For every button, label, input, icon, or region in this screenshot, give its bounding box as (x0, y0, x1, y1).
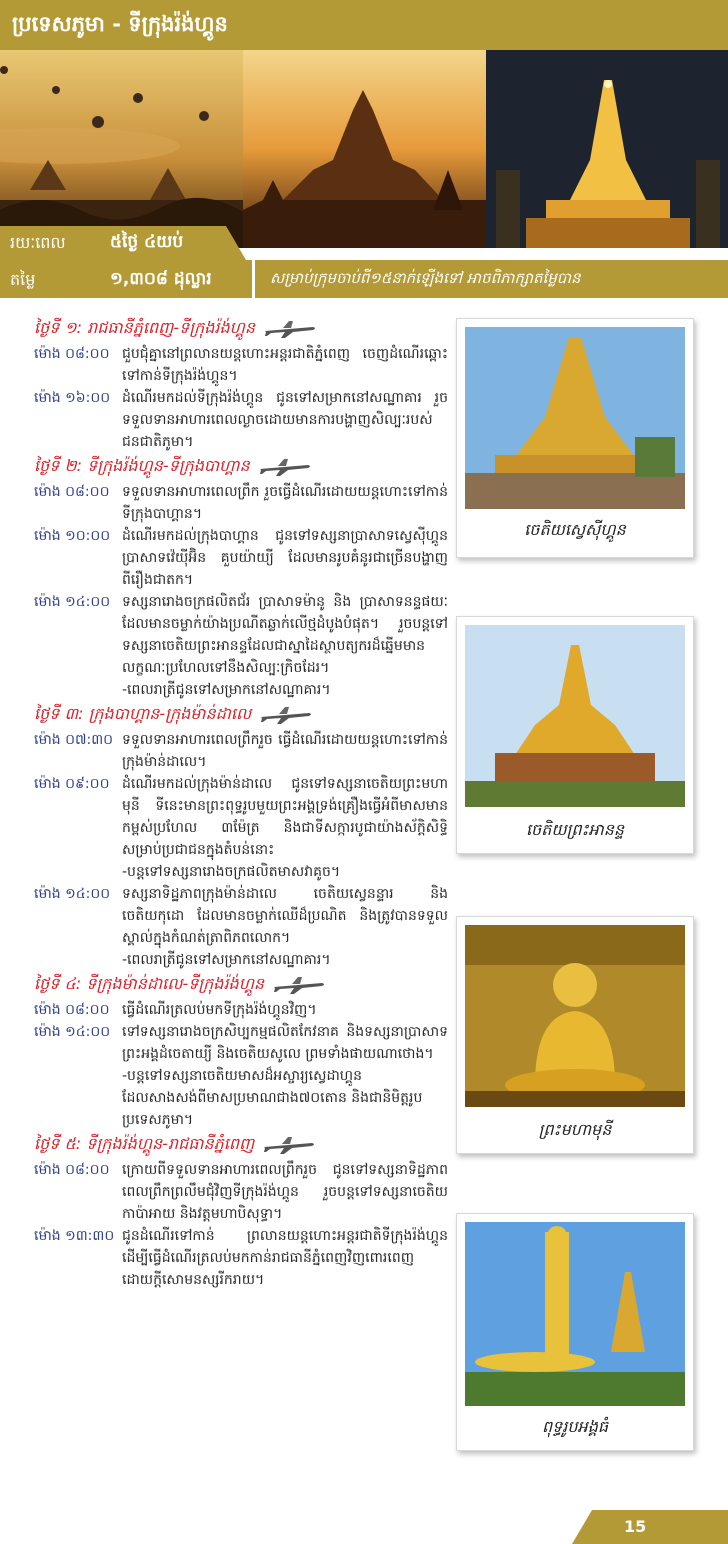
schedule-entry (34, 1021, 448, 1065)
photo-shwezigon-pagoda (465, 327, 685, 509)
entry-time: ម៉ោង ១៦:០០ (34, 390, 111, 406)
photo-card-ananda (456, 616, 694, 854)
schedule-entry (34, 591, 448, 679)
photo-ananda-temple (465, 625, 685, 807)
day-5 (34, 1131, 448, 1291)
day-2 (34, 453, 448, 701)
entry-time: ម៉ោង ១០:០០ (34, 528, 111, 544)
day-1 (34, 315, 448, 453)
entry-time: ម៉ោង ០៨:០០ (34, 346, 110, 362)
photo-caption: ចេតិយព្រះអានន្ទ (525, 820, 625, 839)
entry-time: ម៉ោង ១៣:៣០ (34, 1228, 115, 1244)
hero-photo-golden-pagoda (486, 50, 728, 248)
entry-description: ទស្សនារោងចក្រផលិតជ័រ ប្រាសាទម៉ានូ និង ប្រាសាទនន្ទផយៈ ដែលមានចម្លាក់យ៉ាងប្រណីតឆ្លាក់លើថ្មដំបូងបំផុត។ រួចបន្តទៅទស្សនាចេតិយព្រះអានន្ទដែលជាស្នាដៃស្ថាបត្យករដ៏ឆ្នើមមានលក្ខណៈប្រហែលទៅនឹងសិល្បៈក្រិចដែរ។ (122, 594, 448, 676)
entry-time: ម៉ោង ០៨:០០ (34, 1162, 110, 1178)
schedule-entry (34, 773, 448, 861)
entry-description: ទទួលទានអាហារពេលព្រឹក រួចធ្វើដំណើរដោយយន្តហោះទៅកាន់ទីក្រុងបាហ្គាន។ (122, 484, 448, 522)
day-4 (34, 971, 448, 1131)
schedule-entry (34, 343, 448, 387)
day-title: ថ្ងៃទី ៣: ក្រុងបាហ្គាន-ក្រុងម៉ាន់ដាលេ (34, 704, 252, 723)
day-heading (34, 1131, 448, 1159)
photo-caption: ព្រះមហាមុនី (538, 1120, 612, 1139)
airplane-icon (259, 705, 313, 725)
schedule-entry (34, 999, 448, 1021)
duration-value: ៥ថ្ងៃ ៤យប់ (110, 232, 184, 252)
hero-photo-temple-sunset (243, 50, 486, 248)
day-title: ថ្ងៃទី ៤: ទីក្រុងម៉ាន់ដាលេ-ទីក្រុងរ៉ង់ហ្គូន (34, 974, 265, 993)
photo-card-mahamuni (456, 916, 694, 1154)
entry-description: ដំណើរមកដល់ក្រុងម៉ាន់ដាលេ ជូនទៅទស្សនាចេតិយព្រះមហាមុនី ទីនេះមានព្រះពុទ្ធរូបមួយព្រះអង្គទ្រង់គ្រឿងធ្វើអំពីមាសមានកម្ពស់ប្រហែល ៣ម៉ែត្រ និងជាទីសក្ការបូជាយ៉ាងស័ក្តិសិទ្ធិសម្រាប់ប្រជាជនក្នុងតំបន់នោះ (122, 776, 448, 858)
entry-description: ទៅទស្សនារោងចក្រសិប្បកម្មផលិតកែវនាគ និងទស្សនាប្រាសាទព្រះអង្គដំចេតាយ្យី និងចេតិយសូលេ ព្រមទាំងផាយណាថោង។ (122, 1024, 448, 1062)
page-title: ប្រទេសភូមា - ទីក្រុងរ៉ង់ហ្គូន (12, 12, 228, 36)
duration-label: រយៈពេល (10, 233, 66, 252)
day-heading (34, 315, 448, 343)
day-heading (34, 701, 448, 729)
entry-description: ជួបជុំគ្នានៅព្រលានយន្តហោះអន្តរជាតិភ្នំពេញ ចេញដំណើរឆ្ពោះទៅកាន់ទីក្រុងរ៉ង់ហ្គូន។ (122, 346, 448, 384)
schedule-note: -បន្តទៅទស្សនារោងចក្រផលិតមាសវាគូច។ (122, 864, 341, 880)
page-number: 15 (624, 1517, 647, 1536)
hero-banner (0, 50, 728, 248)
airplane-icon (262, 1135, 316, 1155)
entry-description: ទស្សនាទិដ្ឋភាពក្រុងម៉ាន់ដាលេ ចេតិយស្វេនន្ទារ និង ចេតិយកុដោ ដែលមានចម្លាក់ឈើដ៏ប្រណិត និងត្រូវបានទទួលស្គាល់ក្នុងកំណត់ត្រាពិភពលោក។ (122, 886, 448, 946)
schedule-entry (34, 883, 448, 949)
photo-caption: ចេតិយស្វេស៊ីហ្គូន (524, 520, 626, 539)
day-heading (34, 453, 448, 481)
price-note: សម្រាប់ក្រុមចាប់ពី១៥នាក់ឡើងទៅ អាចពិភាក្សាតម្លៃបាន (270, 269, 581, 287)
photo-card-shwezigon (456, 318, 694, 558)
entry-time: ម៉ោង ១៤:០០ (34, 594, 111, 610)
divider (252, 260, 255, 298)
entry-description: ក្រោយពីទទួលទានអាហារពេលព្រឹករួច ជូនទៅទស្សនាទិដ្ឋភាពពេលព្រឹកព្រលឹមជុំវិញទីក្រុងរ៉ង់ហ្គូន រួចបន្តទៅទស្សនាចេតិយកាប៉ាអាយ និងវត្តមហាបិសុទ្ធា។ (122, 1162, 448, 1222)
day-title: ថ្ងៃទី ៥: ទីក្រុងរ៉ង់ហ្គូន-រាជធានីភ្នំពេញ (34, 1134, 255, 1153)
airplane-icon (272, 975, 326, 995)
header-bar (0, 0, 728, 50)
entry-description: ធ្វើដំណើរត្រលប់មកទីក្រុងរ៉ង់ហ្គូនវិញ។ (122, 1002, 317, 1018)
price-bar (0, 260, 728, 298)
entry-time: ម៉ោង ១៤:០០ (34, 1024, 111, 1040)
entry-time: ម៉ោង ០៩:០០ (34, 776, 110, 792)
schedule-entry (34, 729, 448, 773)
entry-time: ម៉ោង ១៤:០០ (34, 886, 111, 902)
entry-time: ម៉ោង ០៧:៣០ (34, 732, 114, 748)
entry-time: ម៉ោង ០៨:០០ (34, 1002, 110, 1018)
entry-description: ដំណើរមកដល់ទីក្រុងរ៉ង់ហ្គូន ជូនទៅសម្រាកនៅសណ្ឋាគារ រួចទទួលទានអាហារពេលល្ងាចដោយមានការបង្ហាញសិល្បៈរបស់ជនជាតិភូមា។ (122, 390, 448, 450)
price-label: តម្លៃ (10, 270, 36, 289)
entry-description: ដំណើរមកដល់ក្រុងបាហ្គាន ជូនទៅទស្សនាប្រាសាទស្វេស៊ីហ្គូន ប្រាសាទវ៉េយ៉ីអ៊ិន គួបយ៉ាយ្យី ដែលមានរូបគំនូរជាច្រើនបង្ហាញពីរឿងជាតក។ (122, 528, 448, 588)
airplane-icon (258, 457, 312, 477)
schedule-entry (34, 1225, 448, 1291)
day-title: ថ្ងៃទី ២: ទីក្រុងរ៉ង់ហ្គូន-ទីក្រុងបាហ្គាន (34, 456, 250, 475)
entry-description: ទទួលទានអាហារពេលព្រឹករួច ធ្វើដំណើរដោយយន្តហោះទៅកាន់ក្រុងម៉ាន់ដាលេ។ (122, 732, 448, 770)
schedule-note: -ពេលរាត្រីជូនទៅសម្រាកនៅសណ្ឋាគារ។ (122, 952, 331, 968)
photo-big-buddha (465, 1222, 685, 1406)
schedule-entry (34, 387, 448, 453)
day-title: ថ្ងៃទី ១: រាជធានីភ្នំពេញ-ទីក្រុងរ៉ង់ហ្គូន (34, 318, 256, 337)
hero-photo-balloons (0, 50, 243, 248)
airplane-icon (263, 319, 317, 339)
schedule-note: -បន្តទៅទស្សនាចេតិយមាសដ៏អស្ចារ្យស្វេដាហ្គូន ដែលសាងសង់ពីមាសប្រមាណជាង៧០តោន និងជានិមិត្តរូបប្រទេសភូមា។ (122, 1068, 423, 1128)
schedule-entry (34, 1159, 448, 1225)
day-3 (34, 701, 448, 971)
photo-mahamuni-buddha (465, 925, 685, 1107)
duration-bar (0, 226, 246, 260)
schedule-entry (34, 481, 448, 525)
schedule-entry (34, 525, 448, 591)
photo-caption: ពុទ្ធរូបអង្គធំ (541, 1417, 608, 1436)
entry-description: ជូនដំណើរទៅកាន់ ព្រលានយន្តហោះអន្តរជាតិទីក្រុងរ៉ង់ហ្គូន ដើម្បីធ្វើដំណើរត្រលប់មកកាន់រាជធានីភ្នំពេញវិញពោរពេញដោយក្តីសោមនស្សរីករាយ។ (122, 1228, 448, 1288)
schedule-note: -ពេលរាត្រីជូនទៅសម្រាកនៅសណ្ឋាគារ។ (122, 682, 331, 698)
entry-time: ម៉ោង ០៨:០០ (34, 484, 110, 500)
page-number-tab (572, 1510, 728, 1544)
day-heading (34, 971, 448, 999)
itinerary (34, 315, 448, 1291)
price-value: ១,៣០៨ ដុល្លារ (110, 269, 212, 289)
photo-card-big-buddha (456, 1213, 694, 1451)
